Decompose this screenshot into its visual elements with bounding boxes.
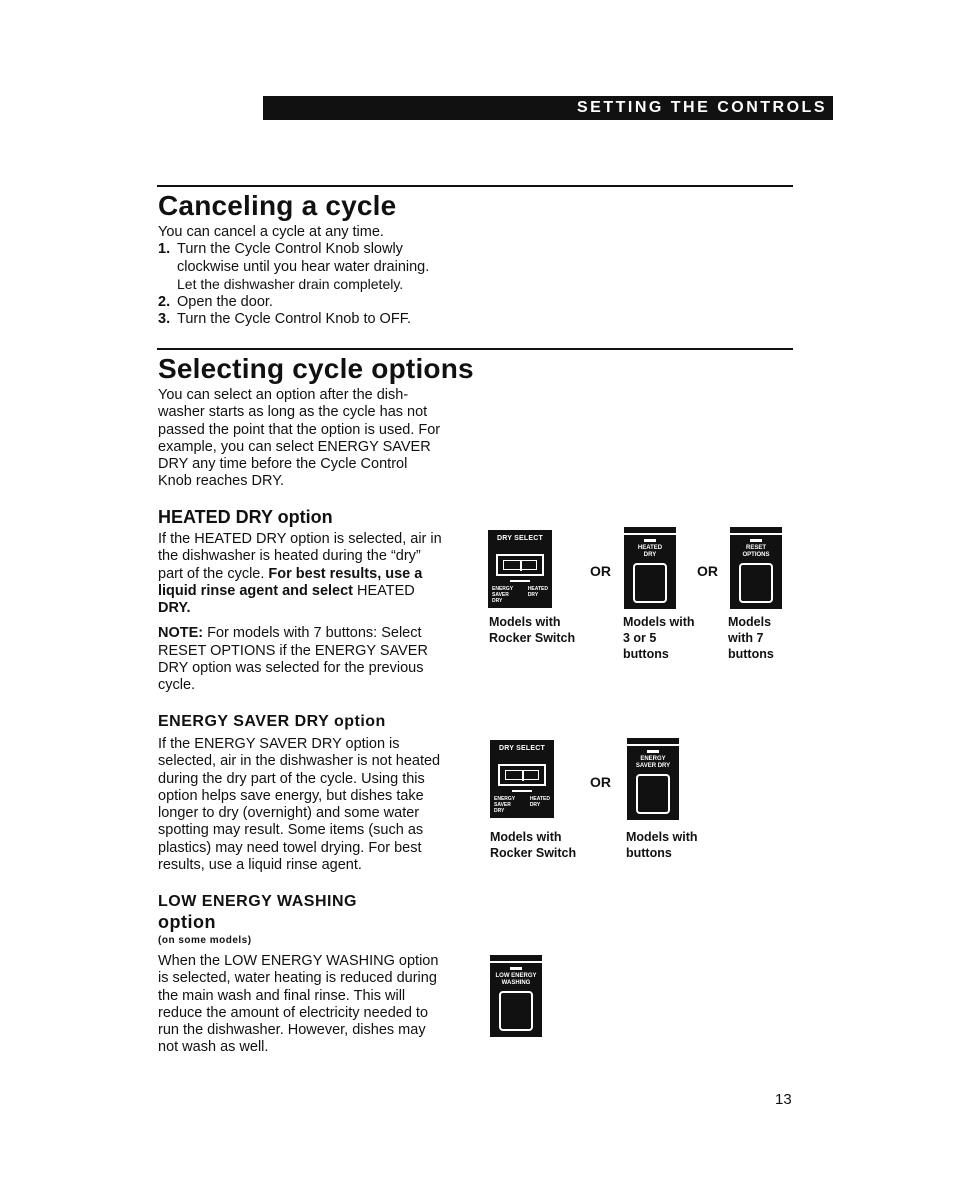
cancel-steps <box>158 241 478 328</box>
caption-line: buttons <box>728 647 774 661</box>
text-line: is selected, water heating is reduced during <box>158 970 437 987</box>
text-line: not wash as well. <box>158 1039 269 1056</box>
rocker-switch-illustration <box>488 530 552 608</box>
heading-energy-saver-dry: ENERGY SAVER DRY option <box>158 713 386 730</box>
text-line: during the dry part of the cycle. Using this <box>158 770 425 787</box>
caption-line: Rocker Switch <box>489 631 576 645</box>
rocker-label: ENERGY <box>494 796 516 802</box>
step-text: clockwise until you hear water draining. <box>177 258 430 275</box>
reset-options-button-illustration <box>730 527 782 609</box>
text-line: spotting may result. Some items (such as <box>158 822 424 839</box>
caption-line: buttons <box>626 846 672 860</box>
caption-line: Models with <box>623 615 695 629</box>
dry-select-label: DRY SELECT <box>497 535 543 542</box>
note-label: NOTE: <box>158 625 204 642</box>
text-run: For models with 7 buttons: Select <box>203 625 422 642</box>
caption-3-or-5-buttons <box>623 614 695 662</box>
step-number: 3. <box>158 311 171 328</box>
button-label: SAVER DRY <box>635 763 671 769</box>
text-line <box>158 600 478 617</box>
cancel-step <box>158 311 478 328</box>
text-line: the main wash and final rinse. This will <box>158 987 406 1004</box>
caption-7-buttons <box>728 614 774 662</box>
or-label: OR <box>590 774 611 790</box>
step-text: Open the door. <box>177 294 273 311</box>
text-line: If the ENERGY SAVER DRY option is <box>158 736 400 752</box>
text-line: passed the point that the option is used. For <box>158 421 441 438</box>
text-line: results, use a liquid rinse agent. <box>158 857 362 874</box>
text-run: part of the cycle. <box>158 565 269 582</box>
text-line: If the HEATED DRY option is selected, air in <box>158 531 442 547</box>
text-line <box>158 566 478 583</box>
low-energy-text <box>158 953 478 1057</box>
dry-select-label: DRY SELECT <box>499 745 545 752</box>
text-line: the dishwasher is heated during the “dry” <box>158 548 421 565</box>
rocker-switch-icon <box>496 554 544 576</box>
text-line: When the LOW ENERGY WASHING option <box>158 953 439 969</box>
caption-rocker <box>489 614 575 646</box>
or-label: OR <box>697 563 718 579</box>
rocker-label: DRY <box>527 592 539 598</box>
cancel-step <box>158 241 478 294</box>
cancel-step <box>158 294 478 311</box>
caption-line: Models <box>728 615 772 629</box>
text-line: option helps save energy, but dishes take <box>158 787 424 804</box>
button-label: RESET <box>745 545 766 551</box>
low-energy-subnote: (on some models) <box>158 935 252 946</box>
text-line: Knob reaches DRY. <box>158 473 285 490</box>
caption-line: Models with <box>626 830 698 844</box>
heading-line: option <box>158 912 216 932</box>
caption-line: buttons <box>623 647 669 661</box>
heated-dry-button-illustration <box>624 527 676 609</box>
rocker-labels <box>492 586 548 604</box>
push-button-icon <box>499 991 533 1031</box>
energy-saver-dry-button-illustration <box>627 738 679 820</box>
button-label: ENERGY <box>640 756 666 762</box>
options-intro <box>158 387 478 491</box>
caption-rocker <box>490 829 576 861</box>
or-label: OR <box>590 563 611 579</box>
rocker-label: ENERGY <box>492 586 514 592</box>
rocker-label: SAVER <box>492 592 509 598</box>
rocker-label: HEATED <box>529 796 550 802</box>
rocker-switch-icon <box>498 764 546 786</box>
push-button-icon <box>739 563 773 603</box>
caption-line: with 7 <box>728 631 764 645</box>
cancel-intro: You can cancel a cycle at any time. <box>158 224 384 240</box>
divider-rule <box>157 185 793 187</box>
step-text: Turn the Cycle Control Knob to OFF. <box>177 311 411 328</box>
heading-line: LOW ENERGY WASHING <box>158 893 357 910</box>
heading-heated-dry: HEATED DRY option <box>158 507 333 527</box>
text-run: HEATED <box>357 582 415 599</box>
rocker-switch-illustration <box>490 740 554 818</box>
rocker-label: DRY <box>529 802 541 808</box>
text-run-bold: liquid rinse agent and select <box>158 582 358 599</box>
step-number: 1. <box>158 241 171 258</box>
rocker-label: HEATED <box>527 586 548 592</box>
text-line: example, you can select ENERGY SAVER <box>158 438 431 455</box>
caption-buttons <box>626 829 698 861</box>
rocker-label: DRY <box>492 598 503 604</box>
note-line <box>158 625 478 642</box>
text-line: plastics) may need towel drying. For best <box>158 839 422 856</box>
text-line: selected, air in the dishwasher is not heated <box>158 753 441 770</box>
cancel-section <box>158 224 478 329</box>
rocker-label: DRY <box>494 808 505 814</box>
step-text: Turn the Cycle Control Knob slowly <box>177 241 403 258</box>
push-button-icon <box>636 774 670 814</box>
heading-canceling: Canceling a cycle <box>158 190 397 221</box>
section-header-band: SETTING THE CONTROLS <box>263 96 833 120</box>
text-line: run the dishwasher. However, dishes may <box>158 1022 426 1039</box>
text-run-bold: For best results, use a <box>268 565 423 582</box>
step-text: Let the dishwasher drain completely. <box>177 275 404 292</box>
caption-line: 3 or 5 <box>623 631 657 645</box>
text-line: RESET OPTIONS if the ENERGY SAVER <box>158 642 428 659</box>
text-line: longer to dry (overnight) and some water <box>158 805 420 822</box>
heading-selecting-options: Selecting cycle options <box>158 353 474 384</box>
text-line: washer starts as long as the cycle has not <box>158 404 428 421</box>
caption-line: Rocker Switch <box>490 846 577 860</box>
text-line: DRY any time before the Cycle Control <box>158 456 408 473</box>
text-run-bold: DRY. <box>158 600 191 617</box>
text-line: DRY option was selected for the previous <box>158 660 424 677</box>
rocker-label: SAVER <box>494 802 511 808</box>
low-energy-washing-button-illustration <box>490 955 542 1037</box>
button-label: HEATED <box>637 545 663 551</box>
button-label: LOW ENERGY <box>495 973 537 979</box>
page-number: 13 <box>775 1091 792 1108</box>
rocker-labels <box>494 796 550 814</box>
text-line: reduce the amount of electricity needed to <box>158 1004 429 1021</box>
button-label: WASHING <box>501 980 531 986</box>
heading-low-energy-washing <box>158 892 357 934</box>
caption-line: Models with <box>490 830 562 844</box>
text-line: You can select an option after the dish- <box>158 387 409 403</box>
button-label: OPTIONS <box>742 552 770 558</box>
heated-dry-text <box>158 531 478 695</box>
step-number: 2. <box>158 294 171 311</box>
text-line: cycle. <box>158 677 196 694</box>
push-button-icon <box>633 563 667 603</box>
caption-line: Models with <box>489 615 561 629</box>
divider-rule <box>157 348 793 350</box>
button-label: DRY <box>643 552 657 558</box>
text-line <box>158 583 478 600</box>
energy-saver-text <box>158 736 478 874</box>
